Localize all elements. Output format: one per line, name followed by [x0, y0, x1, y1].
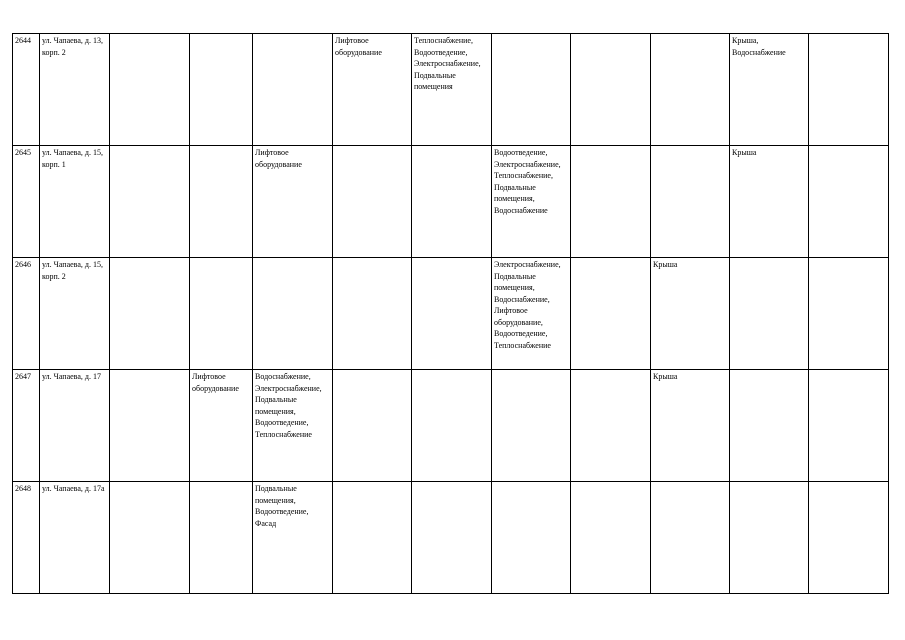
col5-cell: Водоснабжение, Электроснабжение, Подвальные помещения, Водоотведение, Теплоснабжение [253, 370, 333, 482]
col12-cell [809, 146, 889, 258]
col7-cell [412, 258, 492, 370]
row-number: 2647 [13, 370, 40, 482]
col8-cell: Водоотведение, Электроснабжение, Теплоснабжение, Подвальные помещения, Водоснабжение [492, 146, 571, 258]
col10-cell [651, 34, 730, 146]
col6-cell [333, 258, 412, 370]
col7-cell [412, 146, 492, 258]
table-row [13, 34, 889, 146]
col12-cell [809, 258, 889, 370]
col6-cell [333, 482, 412, 594]
col10-cell: Крыша [651, 370, 730, 482]
address-cell: ул. Чапаева, д. 17а [40, 482, 110, 594]
col9-cell [571, 34, 651, 146]
col5-cell [253, 34, 333, 146]
col4-cell [190, 146, 253, 258]
col3-cell [110, 34, 190, 146]
col5-cell: Лифтовое оборудование [253, 146, 333, 258]
col4-cell [190, 258, 253, 370]
col9-cell [571, 482, 651, 594]
col7-cell [412, 482, 492, 594]
row-number: 2646 [13, 258, 40, 370]
address-cell: ул. Чапаева, д. 15, корп. 2 [40, 258, 110, 370]
table-row [13, 482, 889, 594]
table-row [13, 146, 889, 258]
col4-cell [190, 34, 253, 146]
address-cell: ул. Чапаева, д. 15, корп. 1 [40, 146, 110, 258]
col10-cell: Крыша [651, 258, 730, 370]
col11-cell [730, 482, 809, 594]
table-body [13, 34, 889, 594]
col3-cell [110, 482, 190, 594]
col6-cell [333, 370, 412, 482]
col11-cell [730, 370, 809, 482]
row-number: 2645 [13, 146, 40, 258]
col4-cell: Лифтовое оборудование [190, 370, 253, 482]
col3-cell [110, 146, 190, 258]
col12-cell [809, 370, 889, 482]
col8-cell [492, 482, 571, 594]
col3-cell [110, 258, 190, 370]
col6-cell [333, 146, 412, 258]
col8-cell [492, 370, 571, 482]
col8-cell [492, 34, 571, 146]
col9-cell [571, 146, 651, 258]
row-number: 2648 [13, 482, 40, 594]
row-number: 2644 [13, 34, 40, 146]
table-row [13, 370, 889, 482]
col5-cell: Подвальные помещения, Водоотведение, Фасад [253, 482, 333, 594]
col3-cell [110, 370, 190, 482]
col11-cell: Крыша [730, 146, 809, 258]
col12-cell [809, 482, 889, 594]
address-cell: ул. Чапаева, д. 13, корп. 2 [40, 34, 110, 146]
col7-cell [412, 370, 492, 482]
col11-cell [730, 258, 809, 370]
col7-cell: Теплоснабжение, Водоотведение, Электроснабжение, Подвальные помещения [412, 34, 492, 146]
col10-cell [651, 482, 730, 594]
address-cell: ул. Чапаева, д. 17 [40, 370, 110, 482]
repair-schedule-table [12, 33, 889, 594]
table-row [13, 258, 889, 370]
col12-cell [809, 34, 889, 146]
col6-cell: Лифтовое оборудование [333, 34, 412, 146]
col11-cell: Крыша, Водоснабжение [730, 34, 809, 146]
col10-cell [651, 146, 730, 258]
col9-cell [571, 370, 651, 482]
col5-cell [253, 258, 333, 370]
col8-cell: Электроснабжение, Подвальные помещения, Водоснабжение, Лифтовое оборудование, Водоотведение, Теплоснабжение [492, 258, 571, 370]
col9-cell [571, 258, 651, 370]
col4-cell [190, 482, 253, 594]
